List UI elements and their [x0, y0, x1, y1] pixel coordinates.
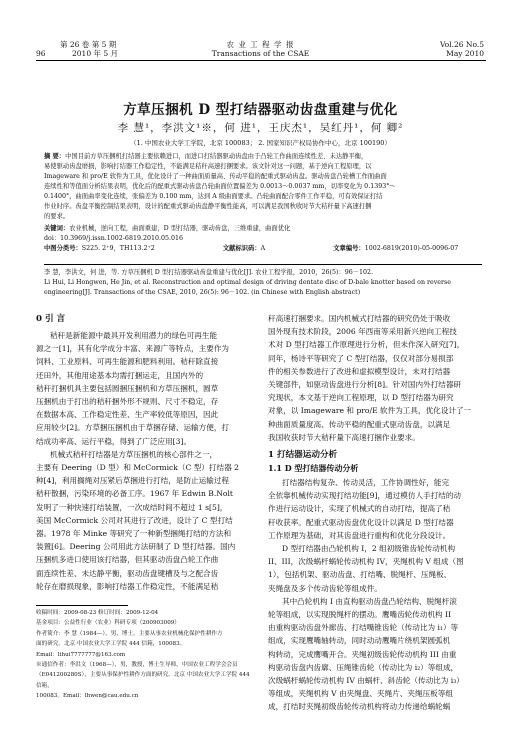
header-rule [36, 60, 486, 61]
abstract-divider [44, 264, 482, 265]
intro-line: 机械式秸秆打结器是方草压捆机的核心部件之一， [50, 449, 218, 459]
abstract-line: 0.1400°，曲面曲率变化连续，张偏差为 0.100 mm，达到 A 级曲面要求。凸轮曲面配合零件工作平稳，可有效保证打结 [44, 193, 383, 200]
body-line: 秆收获率。配重式驱动齿盘优化设计以满足 D 型打结器 [268, 517, 454, 527]
article-id-label: 文章编号： [333, 245, 365, 252]
intro-paragraph [36, 329, 254, 593]
body-line: II、III，次级蜗杆蜗轮传动机构 IV，夹绳机构 V 组成（图 [268, 557, 464, 567]
author-list: 李 慧¹，李洪文¹※，何 进¹，王庆杰¹，吴红丹¹，何 卿² [117, 122, 404, 134]
intro-line: 发明了一种快速打结装置，一次成结时间不超过 1 s[5]， [36, 502, 228, 512]
citation-line: engineering[J]. Transactions of the CSAE, 2010, 26(5): 96－102. (in Chinese with English abstract) [44, 289, 361, 296]
footnote-rule [36, 605, 128, 606]
body-line: 打结器结构复杂、传动灵活，工作协调性好，能完 [282, 478, 450, 488]
body-line: 我国收获时节大秸秆量下高速打捆作业要求。 [268, 432, 420, 442]
body-line: 其中凸轮机构 I 由直构驱动齿盘凸轮结构、脱绳杆滚 [282, 596, 457, 606]
abstract [44, 152, 482, 254]
footnote-line: 收稿时间：2009-08-23 修订时间：2009-12-04 [36, 610, 159, 616]
intro-line: 美国 McCormick 公司对其进行了改进，设计了 C 型打结 [36, 515, 233, 525]
footnote-line: 作者简介：李 慧（1984—），男，博士，主要从事农业机械化保护性耕作方 [36, 630, 223, 637]
body-line: 夹绳盘及多个传动齿轮等组成件。 [268, 583, 382, 593]
subsection-heading-transmission: 1.1 D 型打结器传动分析 [268, 463, 359, 474]
body-line: 成，打结时夹绳初级齿轮传动机构将动力传递给蜗轮蜗 [268, 702, 451, 712]
intro-line: 压捆机多进口使用该打结器，但其驱动齿盘凸轮工作曲 [36, 555, 219, 565]
intro-line: 还田外，其他用途基本均需打捆运走，且国内外的 [36, 370, 204, 380]
header-journal-en: Transactions of the CSAE [211, 49, 310, 58]
citation-line: 李 慧，李洪文，何 进，等. 方草压捆机 D 型打结器驱动齿盘重建与优化[J]. 农业工程学报，2010，26(5)：96－102. [44, 269, 374, 276]
footnote-line: 100083。Email：lhwen@cau.edu.cn [36, 693, 139, 700]
abstract-line: Imageware 和 pro/E 软件为工具，优化设计了一种曲面质量高、传动平稳的配重式驱动齿盘。驱动齿盘凸轮槽工作面曲面 [44, 173, 387, 180]
body-line: 轮等组成，以实现脱绳杆的摆动。鹰嘴齿轮传动机构 II [268, 610, 452, 620]
body-line: 组成，实现鹰嘴轴转动，同时动动鹰嘴片绕机架圆弧机 [268, 636, 451, 646]
left-column [36, 312, 254, 593]
footnote-line: Email：lihui7777777@163.com [36, 651, 126, 658]
right-column [268, 312, 484, 714]
intro-line: 种[4]，利用搁绳对压紧后草捆进行打结，是防止运输过程 [36, 476, 230, 486]
citation-line: Li Hui, Li Hongwen, He Jin, et al. Reconstruction and optimal design of driving dentate disc of D-bale knotter based on reverse [44, 279, 451, 286]
clc-value: S225. 2⁺9，TH113.2⁺2 [81, 245, 155, 252]
intro-line: 秸秆散捆，污染环境的必备工序。1967 年 Edwin B.Nolt [36, 489, 233, 499]
abstract-line: 中国目前方草压捆机打结器主要依赖进口，而进口打结器驱动齿盘由于凸轮工作曲面连续性差、未达静平衡， [65, 153, 368, 160]
intro-line: 面连续性差、未达静平衡，驱动齿盘键槽及与之配合齿 [36, 568, 219, 578]
intro-line: 秸秆打捆机具主要包括圆捆压捆机和方草压捆机，圆草 [36, 383, 219, 393]
intro-line: 主要有 Deering（D 型）和 McCormick（C 型）打结器 2 [36, 463, 239, 473]
body-line: 次级蜗杆蜗轮传动机构 IV 由蜗杆、斜齿轮（传动比为 i₃） [268, 676, 464, 686]
footnote-line: 基金项目：公益性行业（农业）科研专项（200903009） [36, 620, 180, 627]
intro-line: 秸秆是新能源中最具开发利用潜力的绿色可再生能 [50, 331, 218, 340]
footnote-line: （E041200280S），主要从事保护性耕作方面的研究。北京 中国农业大学工学院 444 信箱， [36, 672, 250, 689]
abstract-line: 易使驱动齿盘磨损，影响打结器工作稳定性，不能满足秸秆高速打捆要求。该文针对这一问题，基于逆向工程原理，以 [44, 163, 372, 170]
transmission-paragraph [268, 476, 484, 714]
author-affiliation: （1. 中国农业大学工学院，北京 100083； 2. 国家知识产权局协作中心，北京 100190） [130, 139, 391, 147]
body-line: 构转动，完成鹰嘴开合。夹绳初级齿轮传动机构 III 由重 [268, 649, 457, 659]
abstract-line: 作业时序。齿盘平衡控制结果表明，设计的配重式驱动齿盘静平衡性能高，可以满足我国秋收时节大秸秆量下高速打捆 [44, 203, 372, 210]
page-title: 方草压捆机 D 型打结器驱动齿盘重建与优化 [123, 102, 398, 118]
body-line: 关键部件，如驱动齿盘进行分析[8]。针对国内外打结器研 [268, 380, 462, 390]
intro-line: 器。1978 年 Minke 等研究了一种新型捆绳打结的方法和 [36, 529, 232, 539]
body-line: 等组成，夹绳机构 V 由夹绳盘、夹绳片、夹绳压板等组 [268, 689, 453, 699]
body-line: 全依靠机械传动实现打结功能[9]，通过模仿人手打结的动 [268, 491, 462, 501]
body-line: 1），包括机架、驱动齿盘、打结嘴、脱绳杆、压绳板、 [268, 570, 452, 580]
header-volume: 第 26 卷 第 5 期 [60, 40, 117, 49]
article-id-value: 1002-6819(2010)-05-0096-07 [364, 245, 459, 252]
abstract-line: 的要求。 [44, 213, 70, 220]
header-page-number: 96 [36, 49, 46, 58]
body-line: 作进行运动设计，实现了机械式的自动打结，提高了秸 [268, 504, 451, 514]
body-line: 件的相关参数进行了改进和虚拟模型设计，未对打结器 [268, 366, 451, 376]
footnotes [36, 608, 254, 702]
keywords-label: 关键词： [44, 225, 70, 232]
intro-line: 结成功率高、运行平稳，得到了广泛应用[3]。 [36, 436, 192, 446]
body-line: 由重构驱动齿盘外廊齿、打结嘴锥齿轮（传动比为 i₁）等 [268, 623, 459, 633]
body-line: 构驱动齿盘内齿廓、压绳锥齿轮（传动比为 i₂）等组成， [268, 662, 459, 672]
intro-line: 装置[6]。Deering 公司用此方法研制了 D 型打结器。国内 [36, 542, 236, 552]
body-line: 工作原理为基础，对其齿盘进行重构和优化分段设计。 [268, 530, 451, 540]
footnote-line: 面的研究。北京 中国农业大学工学院 444 信箱，100083。 [36, 641, 186, 648]
citation [44, 268, 482, 298]
intro-line: 应用较少[2]。方草捆压捆机由于草捆存储、运输方便，打 [36, 423, 230, 433]
body-line: 种曲面质量度高、传动平稳的配重式驱动齿盘，以满足 [268, 419, 451, 429]
doc-code-value: A [260, 245, 266, 252]
body-line: 究现状，本文基于逆向工程原理，以 D 型打结器为研究 [268, 393, 454, 403]
header-volume-en: Vol.26 No.5 [439, 40, 484, 49]
intro-line: 轮存在磨损现象，影响打结器工作稳定性，不能满足秸 [36, 581, 219, 591]
doi: doi：10.3969/j.issn.1002-6819.2010.05.016 [44, 235, 184, 242]
header-date: 2010 年 5 月 [72, 49, 119, 58]
intro-line: 饲料、工业原料、可再生能源和肥料利用。秸秆除直接 [36, 357, 219, 367]
intro-continuation [268, 312, 484, 444]
footnote-line: ※通信作者：李洪文（1968—），男，教授，博士生导师，中国农业工程学会会员 [36, 662, 238, 669]
body-line: 国外现有技术阶段，2006 年西南等采用新兴逆向工程技 [268, 327, 457, 337]
intro-line: 压捆机由于打出的秸秆捆外形不规则、尺寸不稳定，存 [36, 397, 219, 407]
abstract-label: 摘 要： [44, 153, 66, 160]
body-line: 秆高速打捆要求。国内机械式打结器的研究仍处于吸收 [268, 314, 451, 323]
section-heading-intro: 0 引 言 [36, 314, 66, 324]
clc-label: 中图分类号： [44, 245, 82, 252]
doc-code-label: 文献标识码： [222, 245, 261, 252]
header-date-en: May 2010 [446, 49, 484, 58]
body-line: 同年，杨诗平等研究了 C 型打结器，仅仅对部分易损部 [268, 353, 454, 363]
intro-line: 源之一[1]，其有化学成分丰富、来源广等特点，主要作为 [36, 344, 230, 354]
section-heading-knotter-motion: 1 打结器运动分析 [268, 450, 338, 461]
body-line: 对象，以 Imageware 和 pro/E 软件为工具，优化设计了一 [268, 406, 472, 416]
intro-line: 在数据本高、工作稳定性差、生产率较低等原因，因此 [36, 410, 219, 420]
body-line: D 型打结器由凸轮机构 I，2 组初级锥齿轮传动机构 [282, 544, 456, 554]
keywords-text: 农业机械，逆向工程，曲面重建，D 型打结器，驱动齿盘，三维重建，曲面优化 [69, 225, 291, 232]
body-line: 术对 D 型打结器工作原理进行分析，但未作深入研究[7]， [268, 340, 465, 350]
header-journal-cn: 农 业 工 程 学 报 [226, 40, 295, 49]
abstract-line: 连续性和等值面分析结果表明，优化后的配重式驱动齿盘凸轮曲面位置偏差为 0.0013～0.0037 mm，切率变化为 0.1393°～ [44, 183, 396, 190]
